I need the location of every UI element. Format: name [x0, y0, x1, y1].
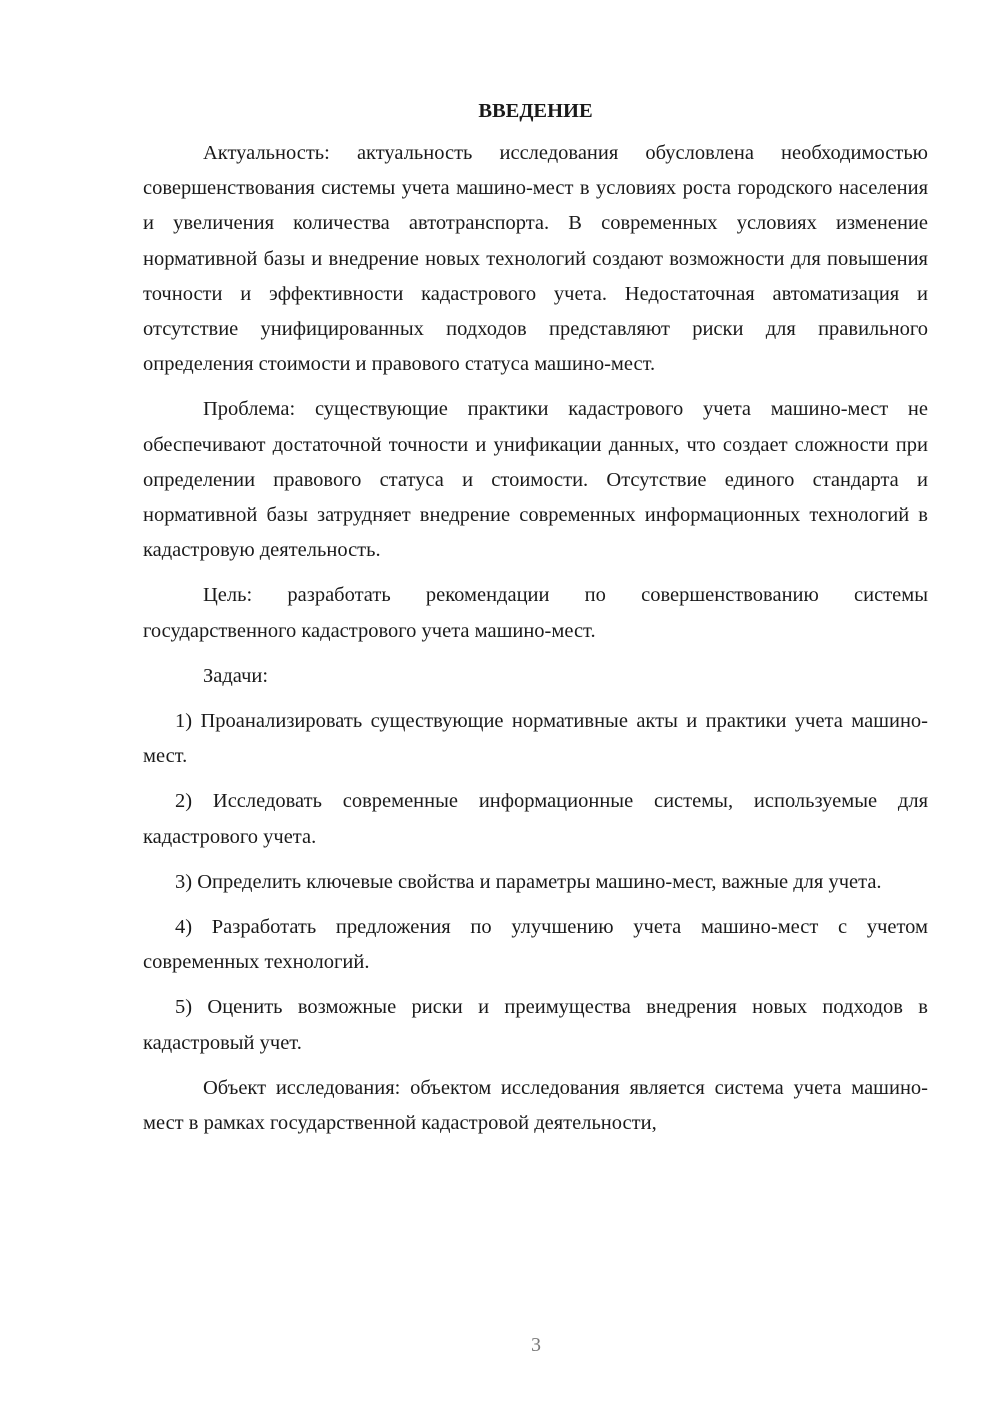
task-item: 4) Разработать предложения по улучшению учета машино-мест с учетом современных технологий. [143, 916, 928, 974]
page-number: 3 [531, 1334, 541, 1356]
section-heading: ВВЕДЕНИЕ [478, 100, 593, 122]
task-item: 5) Оценить возможные риски и преимущества внедрения новых подходов в кадастровый учет. [143, 996, 928, 1054]
problem-paragraph: Проблема: существующие практики кадастрового учета машино-мест не обеспечивают достаточной точности и унификации данных, что создает сложности при определении правового статуса и стоимости. Отсутствие единого стандарта и нормативной базы затрудняет внедрение современных информационных технологий в кадастровую деятельность. [143, 398, 928, 562]
task-item: 1) Проанализировать существующие нормативные акты и практики учета машино-мест. [143, 710, 928, 768]
relevance-paragraph: Актуальность: актуальность исследования обусловлена необходимостью совершенствования системы учета машино-мест в условиях роста городского населения и увеличения количества автотранспорта. В современных условиях изменение нормативной базы и внедрение новых технологий создают возможности для повышения точности и эффективности кадастрового учета. Недостаточная автоматизация и отсутствие унифицированных подходов представляют риски для правильного определения стоимости и правового статуса машино-мест. [143, 142, 928, 376]
task-item: 2) Исследовать современные информационные системы, используемые для кадастрового учета. [143, 790, 928, 848]
goal-paragraph: Цель: разработать рекомендации по совершенствованию системы государственного кадастрового учета машино-мест. [143, 584, 928, 642]
task-item: 3) Определить ключевые свойства и параметры машино-мест, важные для учета. [175, 870, 882, 893]
tasks-label: Задачи: [203, 664, 269, 687]
page-content [143, 96, 928, 1151]
object-paragraph: Объект исследования: объектом исследования является система учета машино-мест в рамках государственной кадастровой деятельности, [143, 1076, 928, 1135]
